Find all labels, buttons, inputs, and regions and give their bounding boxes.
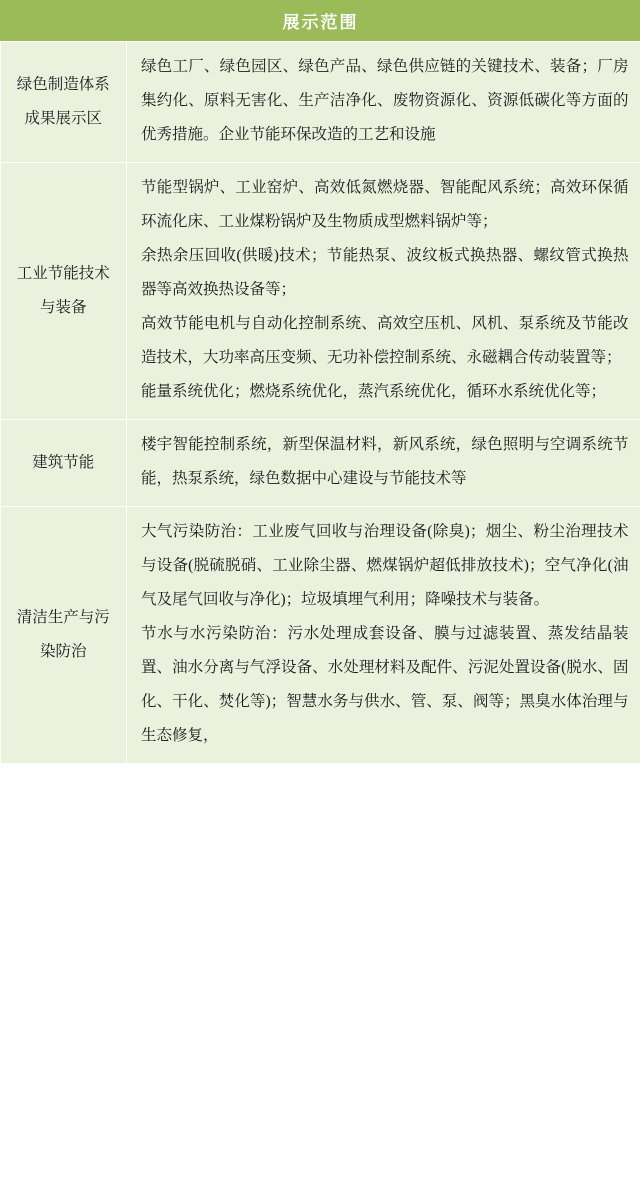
row-description	[127, 42, 640, 163]
description-paragraph: 绿色工厂、绿色园区、绿色产品、绿色供应链的关键技术、装备；厂房集约化、原料无害化、生产洁净化、废物资源化、资源低碳化等方面的优秀措施。企业节能环保改造的工艺和设施	[141, 58, 629, 143]
row-category: 绿色制造体系成果展示区	[1, 42, 127, 163]
description-paragraph: 能量系统优化；燃烧系统优化，蒸汽系统优化，循环水系统优化等；	[141, 383, 607, 400]
description-paragraph: 楼宇智能控制系统，新型保温材料，新风系统，绿色照明与空调系统节能，热泵系统，绿色数据中心建设与节能技术等	[141, 436, 629, 487]
table-title: 展示范围	[1, 1, 640, 42]
table-row	[1, 42, 640, 163]
description-paragraph: 节水与水污染防治：污水处理成套设备、膜与过滤装置、蒸发结晶装置、油水分离与气浮设备、水处理材料及配件、污泥处置设备(脱水、固化、干化、焚化等)；智慧水务与供水、管、泵、阀等；黑臭水体治理与生态修复，	[141, 625, 629, 744]
table-row	[1, 420, 640, 507]
description-paragraph: 高效节能电机与自动化控制系统、高效空压机、风机、泵系统及节能改造技术，大功率高压变频、无功补偿控制系统、永磁耦合传动装置等；	[141, 315, 629, 366]
table-row	[1, 507, 640, 764]
description-paragraph: 节能型锅炉、工业窑炉、高效低氮燃烧器、智能配风系统；高效环保循环流化床、工业煤粉锅炉及生物质成型燃料锅炉等；	[141, 179, 629, 230]
table-header-row	[1, 1, 640, 42]
table-row	[1, 163, 640, 420]
description-paragraph: 大气污染防治：工业废气回收与治理设备(除臭)；烟尘、粉尘治理技术与设备(脱硫脱硝、工业除尘器、燃煤锅炉超低排放技术)；空气净化(油气及尾气回收与净化)；垃圾填埋气利用；降噪技术与装备。	[141, 523, 629, 608]
row-description	[127, 507, 640, 764]
description-paragraph: 余热余压回收(供暖)技术；节能热泵、波纹板式换热器、螺纹管式换热器等高效换热设备等；	[141, 247, 629, 298]
row-category: 建筑节能	[1, 420, 127, 507]
row-description	[127, 420, 640, 507]
row-category: 清洁生产与污染防治	[1, 507, 127, 764]
row-description	[127, 163, 640, 420]
row-category: 工业节能技术与装备	[1, 163, 127, 420]
